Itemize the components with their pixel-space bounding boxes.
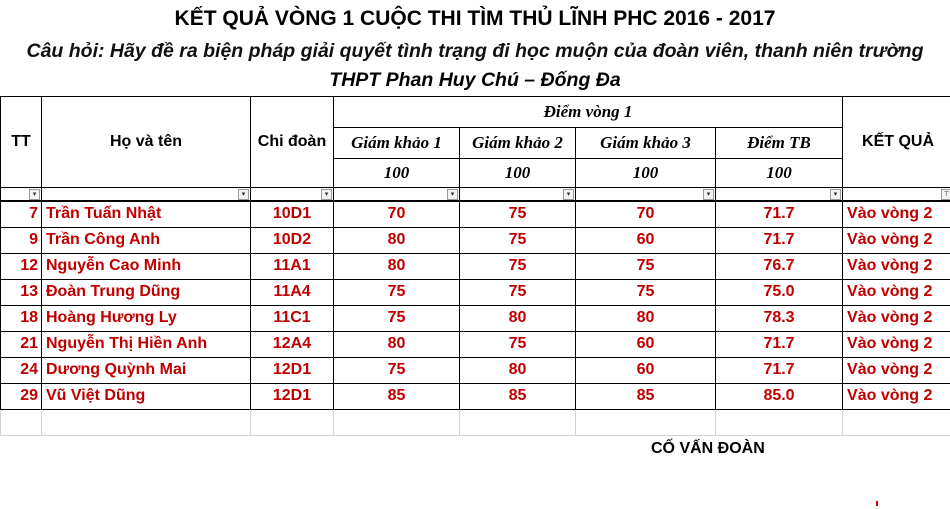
- cell-judge-3[interactable]: 75: [576, 253, 716, 279]
- cell-tt[interactable]: 21: [1, 331, 42, 357]
- cell-average[interactable]: 76.7: [716, 253, 843, 279]
- cell-judge-1[interactable]: 70: [334, 201, 460, 228]
- cell-tt[interactable]: 24: [1, 357, 42, 383]
- filter-dropdown-icon[interactable]: ▾: [238, 189, 249, 200]
- cell-judge-1[interactable]: 75: [334, 305, 460, 331]
- question-line-1: Câu hỏi: Hãy đề ra biện pháp giải quyết tình trạng đi học muộn của đoàn viên, thanh niên trường: [26, 40, 924, 62]
- cell-average[interactable]: 75.0: [716, 279, 843, 305]
- cell-name[interactable]: Trần Tuấn Nhật: [42, 201, 251, 228]
- cell-judge-3[interactable]: 85: [576, 383, 716, 409]
- max-score-judge-1: 100: [334, 159, 460, 188]
- cell-judge-3[interactable]: 75: [576, 279, 716, 305]
- cell-name[interactable]: Hoàng Hương Ly: [42, 305, 251, 331]
- filter-cell-average: [716, 188, 843, 201]
- cell-average[interactable]: 71.7: [716, 201, 843, 228]
- cell-name[interactable]: Nguyễn Thị Hiền Anh: [42, 331, 251, 357]
- table-row: [1, 305, 950, 331]
- cell-average[interactable]: 78.3: [716, 305, 843, 331]
- cell-judge-1[interactable]: 80: [334, 331, 460, 357]
- cell-judge-3[interactable]: 60: [576, 357, 716, 383]
- page-title: KẾT QUẢ VÒNG 1 CUỘC THI TÌM THỦ LĨNH PHC 2016 - 2017: [174, 7, 776, 30]
- red-mark: [876, 501, 878, 506]
- cell-branch[interactable]: 12A4: [251, 331, 334, 357]
- cell-judge-1[interactable]: 85: [334, 383, 460, 409]
- empty-row: [1, 409, 950, 435]
- filter-cell-tt: [1, 188, 42, 201]
- results-table: [0, 96, 950, 436]
- cell-result[interactable]: Vào vòng 2: [843, 227, 950, 253]
- cell-judge-1[interactable]: 80: [334, 253, 460, 279]
- cell-name[interactable]: Dương Quỳnh Mai: [42, 357, 251, 383]
- cell-judge-2[interactable]: 85: [460, 383, 576, 409]
- adviser-label: CỐ VẤN ĐOÀN: [651, 440, 765, 457]
- filter-cell-judge-1: [334, 188, 460, 201]
- cell-tt[interactable]: 7: [1, 201, 42, 228]
- cell-name[interactable]: Vũ Việt Dũng: [42, 383, 251, 409]
- table-row: [1, 227, 950, 253]
- cell-judge-2[interactable]: 80: [460, 357, 576, 383]
- filter-cell-judge-2: [460, 188, 576, 201]
- cell-average[interactable]: 71.7: [716, 331, 843, 357]
- max-score-average: 100: [716, 159, 843, 188]
- cell-judge-3[interactable]: 80: [576, 305, 716, 331]
- empty-cell[interactable]: [334, 409, 460, 435]
- cell-judge-1[interactable]: 75: [334, 279, 460, 305]
- cell-tt[interactable]: 13: [1, 279, 42, 305]
- table-row: [1, 279, 950, 305]
- filter-cell-name: [42, 188, 251, 201]
- cell-tt[interactable]: 18: [1, 305, 42, 331]
- cell-judge-3[interactable]: 70: [576, 201, 716, 228]
- filter-active-icon[interactable]: ⊤: [941, 189, 950, 200]
- cell-result[interactable]: Vào vòng 2: [843, 201, 950, 228]
- max-score-judge-3: 100: [576, 159, 716, 188]
- filter-dropdown-icon[interactable]: ▾: [29, 189, 40, 200]
- cell-branch[interactable]: 10D2: [251, 227, 334, 253]
- header-name: Họ và tên: [42, 97, 251, 188]
- header-tt: TT: [1, 97, 42, 188]
- empty-cell[interactable]: [251, 409, 334, 435]
- cell-average[interactable]: 71.7: [716, 227, 843, 253]
- cell-name[interactable]: Đoàn Trung Dũng: [42, 279, 251, 305]
- cell-result[interactable]: Vào vòng 2: [843, 357, 950, 383]
- table-row: [1, 253, 950, 279]
- empty-cell[interactable]: [576, 409, 716, 435]
- cell-result[interactable]: Vào vòng 2: [843, 331, 950, 357]
- cell-branch[interactable]: 12D1: [251, 357, 334, 383]
- question-line-2: THPT Phan Huy Chú – Đống Đa: [329, 69, 621, 91]
- cell-judge-2[interactable]: 75: [460, 331, 576, 357]
- cell-judge-2[interactable]: 75: [460, 227, 576, 253]
- empty-cell[interactable]: [42, 409, 251, 435]
- cell-result[interactable]: Vào vòng 2: [843, 279, 950, 305]
- cell-name[interactable]: Trần Công Anh: [42, 227, 251, 253]
- cell-result[interactable]: Vào vòng 2: [843, 383, 950, 409]
- cell-judge-1[interactable]: 75: [334, 357, 460, 383]
- header-round-score: Điểm vòng 1: [334, 97, 843, 128]
- cell-judge-2[interactable]: 75: [460, 253, 576, 279]
- cell-branch[interactable]: 11C1: [251, 305, 334, 331]
- cell-tt[interactable]: 29: [1, 383, 42, 409]
- filter-dropdown-icon[interactable]: ▾: [703, 189, 714, 200]
- header-average: Điểm TB: [716, 128, 843, 159]
- cell-judge-3[interactable]: 60: [576, 227, 716, 253]
- cell-branch[interactable]: 11A4: [251, 279, 334, 305]
- header-branch: Chi đoàn: [251, 97, 334, 188]
- cell-branch[interactable]: 10D1: [251, 201, 334, 228]
- empty-cell[interactable]: [716, 409, 843, 435]
- empty-cell[interactable]: [843, 409, 950, 435]
- table-row: [1, 331, 950, 357]
- cell-judge-3[interactable]: 60: [576, 331, 716, 357]
- filter-dropdown-icon[interactable]: ▾: [321, 189, 332, 200]
- cell-judge-2[interactable]: 80: [460, 305, 576, 331]
- cell-judge-2[interactable]: 75: [460, 279, 576, 305]
- filter-cell-branch: [251, 188, 334, 201]
- cell-branch[interactable]: 12D1: [251, 383, 334, 409]
- filter-dropdown-icon[interactable]: ▾: [830, 189, 841, 200]
- cell-branch[interactable]: 11A1: [251, 253, 334, 279]
- header-judge-1: Giám khảo 1: [334, 128, 460, 159]
- filter-cell-result: [843, 188, 950, 201]
- header-judge-3: Giám khảo 3: [576, 128, 716, 159]
- cell-judge-1[interactable]: 80: [334, 227, 460, 253]
- header-result: KẾT QUẢ: [843, 97, 950, 188]
- filter-cell-judge-3: [576, 188, 716, 201]
- table-row: [1, 357, 950, 383]
- cell-name[interactable]: Nguyễn Cao Minh: [42, 253, 251, 279]
- filter-dropdown-icon[interactable]: ▾: [447, 189, 458, 200]
- cell-result[interactable]: Vào vòng 2: [843, 305, 950, 331]
- cell-average[interactable]: 71.7: [716, 357, 843, 383]
- header-judge-2: Giám khảo 2: [460, 128, 576, 159]
- cell-tt[interactable]: 9: [1, 227, 42, 253]
- cell-judge-2[interactable]: 75: [460, 201, 576, 228]
- cell-result[interactable]: Vào vòng 2: [843, 253, 950, 279]
- filter-dropdown-icon[interactable]: ▾: [563, 189, 574, 200]
- cell-average[interactable]: 85.0: [716, 383, 843, 409]
- table-row: [1, 383, 950, 409]
- empty-cell[interactable]: [1, 409, 42, 435]
- max-score-judge-2: 100: [460, 159, 576, 188]
- table-row: [1, 201, 950, 228]
- cell-tt[interactable]: 12: [1, 253, 42, 279]
- empty-cell[interactable]: [460, 409, 576, 435]
